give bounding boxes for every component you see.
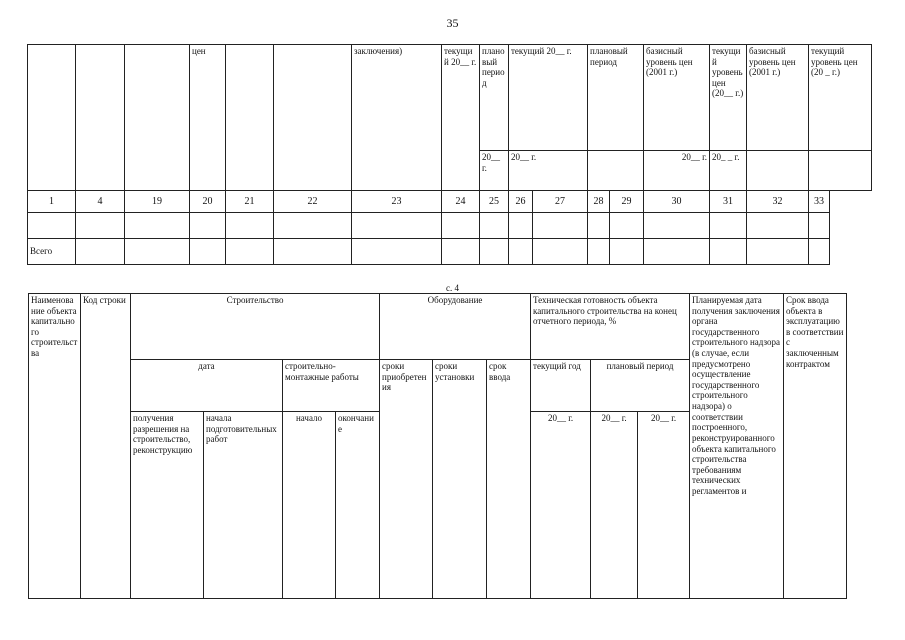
data-cell bbox=[610, 239, 644, 265]
col-number: 29 bbox=[610, 191, 644, 213]
data-cell bbox=[747, 213, 809, 239]
col-number: 4 bbox=[76, 191, 125, 213]
data-cell bbox=[644, 213, 710, 239]
col-1-header bbox=[28, 45, 76, 191]
col-number: 21 bbox=[226, 191, 274, 213]
top-table bbox=[27, 44, 872, 265]
col-tek3-header: текущий уровень цен (20__ г.) bbox=[710, 45, 747, 151]
col-number: 26 bbox=[509, 191, 533, 213]
data-cell bbox=[509, 239, 533, 265]
header-date: дата bbox=[131, 360, 283, 412]
data-cell bbox=[588, 213, 610, 239]
header-prep-start: начала подготовительных работ bbox=[204, 412, 283, 599]
sub-year: 20__ г. bbox=[644, 151, 710, 191]
col-planov-header: плановый период bbox=[480, 45, 509, 151]
col-number: 23 bbox=[352, 191, 442, 213]
data-cell bbox=[480, 239, 509, 265]
sub-year: 20__ г. bbox=[480, 151, 509, 191]
col-tek4-header: текущий уровень цен (20 _ г.) bbox=[809, 45, 872, 151]
col-baz2-header: базисный уровень цен (2001 г.) bbox=[747, 45, 809, 151]
header-planned-date: Планируемая дата получения заключения органа государственного строительного надзора (в случае, если предусмотрено осуществление государственного строительного надзора) о соответствии построенного, реконструированного объекта капитального строительства требованиям технических регламентов и bbox=[690, 294, 784, 599]
header-name: Наименование объекта капитального строительства bbox=[29, 294, 81, 599]
header-plan-period: плановый период bbox=[591, 360, 690, 412]
col-number: 19 bbox=[125, 191, 190, 213]
col-22-header bbox=[274, 45, 352, 191]
col-number: 32 bbox=[747, 191, 809, 213]
data-cell bbox=[747, 239, 809, 265]
header-smr-start: начало bbox=[283, 412, 336, 599]
data-cell bbox=[710, 213, 747, 239]
col-number: 24 bbox=[442, 191, 480, 213]
data-cell bbox=[76, 239, 125, 265]
header-permit: получения разрешения на строительство, реконструкцию bbox=[131, 412, 204, 599]
data-cell bbox=[274, 239, 352, 265]
data-cell bbox=[480, 213, 509, 239]
year-plan-2: 20__ г. bbox=[638, 412, 690, 599]
year-plan-1: 20__ г. bbox=[591, 412, 638, 599]
data-cell bbox=[533, 239, 588, 265]
data-cell bbox=[352, 239, 442, 265]
data-cell bbox=[809, 239, 830, 265]
col-number: 31 bbox=[710, 191, 747, 213]
data-cell bbox=[226, 239, 274, 265]
header-current-year: текущий год bbox=[531, 360, 591, 412]
sub-year: 20__ г. bbox=[509, 151, 588, 191]
spacer bbox=[830, 191, 872, 213]
data-cell bbox=[533, 213, 588, 239]
col-number: 1 bbox=[28, 191, 76, 213]
data-cell bbox=[352, 213, 442, 239]
col-number: 27 bbox=[533, 191, 588, 213]
sub-year-empty bbox=[809, 151, 872, 191]
col-cen-header: цен bbox=[190, 45, 226, 191]
data-cell bbox=[610, 213, 644, 239]
col-baz1-header: базисный уровень цен (2001 г.) bbox=[644, 45, 710, 151]
data-cell bbox=[28, 213, 76, 239]
header-smr-end: окончание bbox=[336, 412, 380, 599]
header-eq-install: сроки установки bbox=[433, 360, 487, 599]
header-eq-commission: срок ввода bbox=[487, 360, 531, 599]
col-number: 25 bbox=[480, 191, 509, 213]
data-cell bbox=[274, 213, 352, 239]
header-readiness: Техническая готовность объекта капитального строительства на конец отчетного периода, % bbox=[531, 294, 690, 360]
col-zakl-header: заключения) bbox=[352, 45, 442, 191]
section-label: с. 4 bbox=[446, 283, 459, 293]
spacer bbox=[830, 213, 872, 239]
col-number: 33 bbox=[809, 191, 830, 213]
data-cell bbox=[809, 213, 830, 239]
header-smr: строительно-монтажные работы bbox=[283, 360, 380, 412]
col-number: 20 bbox=[190, 191, 226, 213]
data-cell bbox=[190, 213, 226, 239]
total-label: Всего bbox=[28, 239, 76, 265]
col-19-header bbox=[125, 45, 190, 191]
data-cell bbox=[442, 213, 480, 239]
page-number: 35 bbox=[446, 16, 459, 30]
sub-year-empty bbox=[588, 151, 644, 191]
col-planov2-header: плановый период bbox=[588, 45, 644, 151]
spacer bbox=[830, 239, 872, 265]
year-current: 20__ г. bbox=[531, 412, 591, 599]
col-number: 28 bbox=[588, 191, 610, 213]
data-cell bbox=[125, 213, 190, 239]
sub-year: 20_ _ г. bbox=[710, 151, 747, 191]
bottom-table bbox=[28, 293, 847, 599]
col-number: 30 bbox=[644, 191, 710, 213]
data-cell bbox=[190, 239, 226, 265]
data-cell bbox=[226, 213, 274, 239]
header-construction: Строительство bbox=[131, 294, 380, 360]
data-cell bbox=[588, 239, 610, 265]
header-equipment: Оборудование bbox=[380, 294, 531, 360]
sub-year-empty bbox=[747, 151, 809, 191]
data-cell bbox=[710, 239, 747, 265]
data-cell bbox=[442, 239, 480, 265]
col-number: 22 bbox=[274, 191, 352, 213]
data-cell bbox=[125, 239, 190, 265]
data-cell bbox=[76, 213, 125, 239]
col-tek2-header: текущий 20__ г. bbox=[509, 45, 588, 151]
col-4-header bbox=[76, 45, 125, 191]
data-cell bbox=[644, 239, 710, 265]
data-cell bbox=[509, 213, 533, 239]
header-eq-purchase: сроки приобретения bbox=[380, 360, 433, 599]
col-21-header bbox=[226, 45, 274, 191]
header-code: Код строки bbox=[81, 294, 131, 599]
col-tek1-header: текущий 20__ г. bbox=[442, 45, 480, 191]
header-commission: Срок ввода объекта в эксплуатацию в соответствии с заключенным контрактом bbox=[784, 294, 847, 599]
